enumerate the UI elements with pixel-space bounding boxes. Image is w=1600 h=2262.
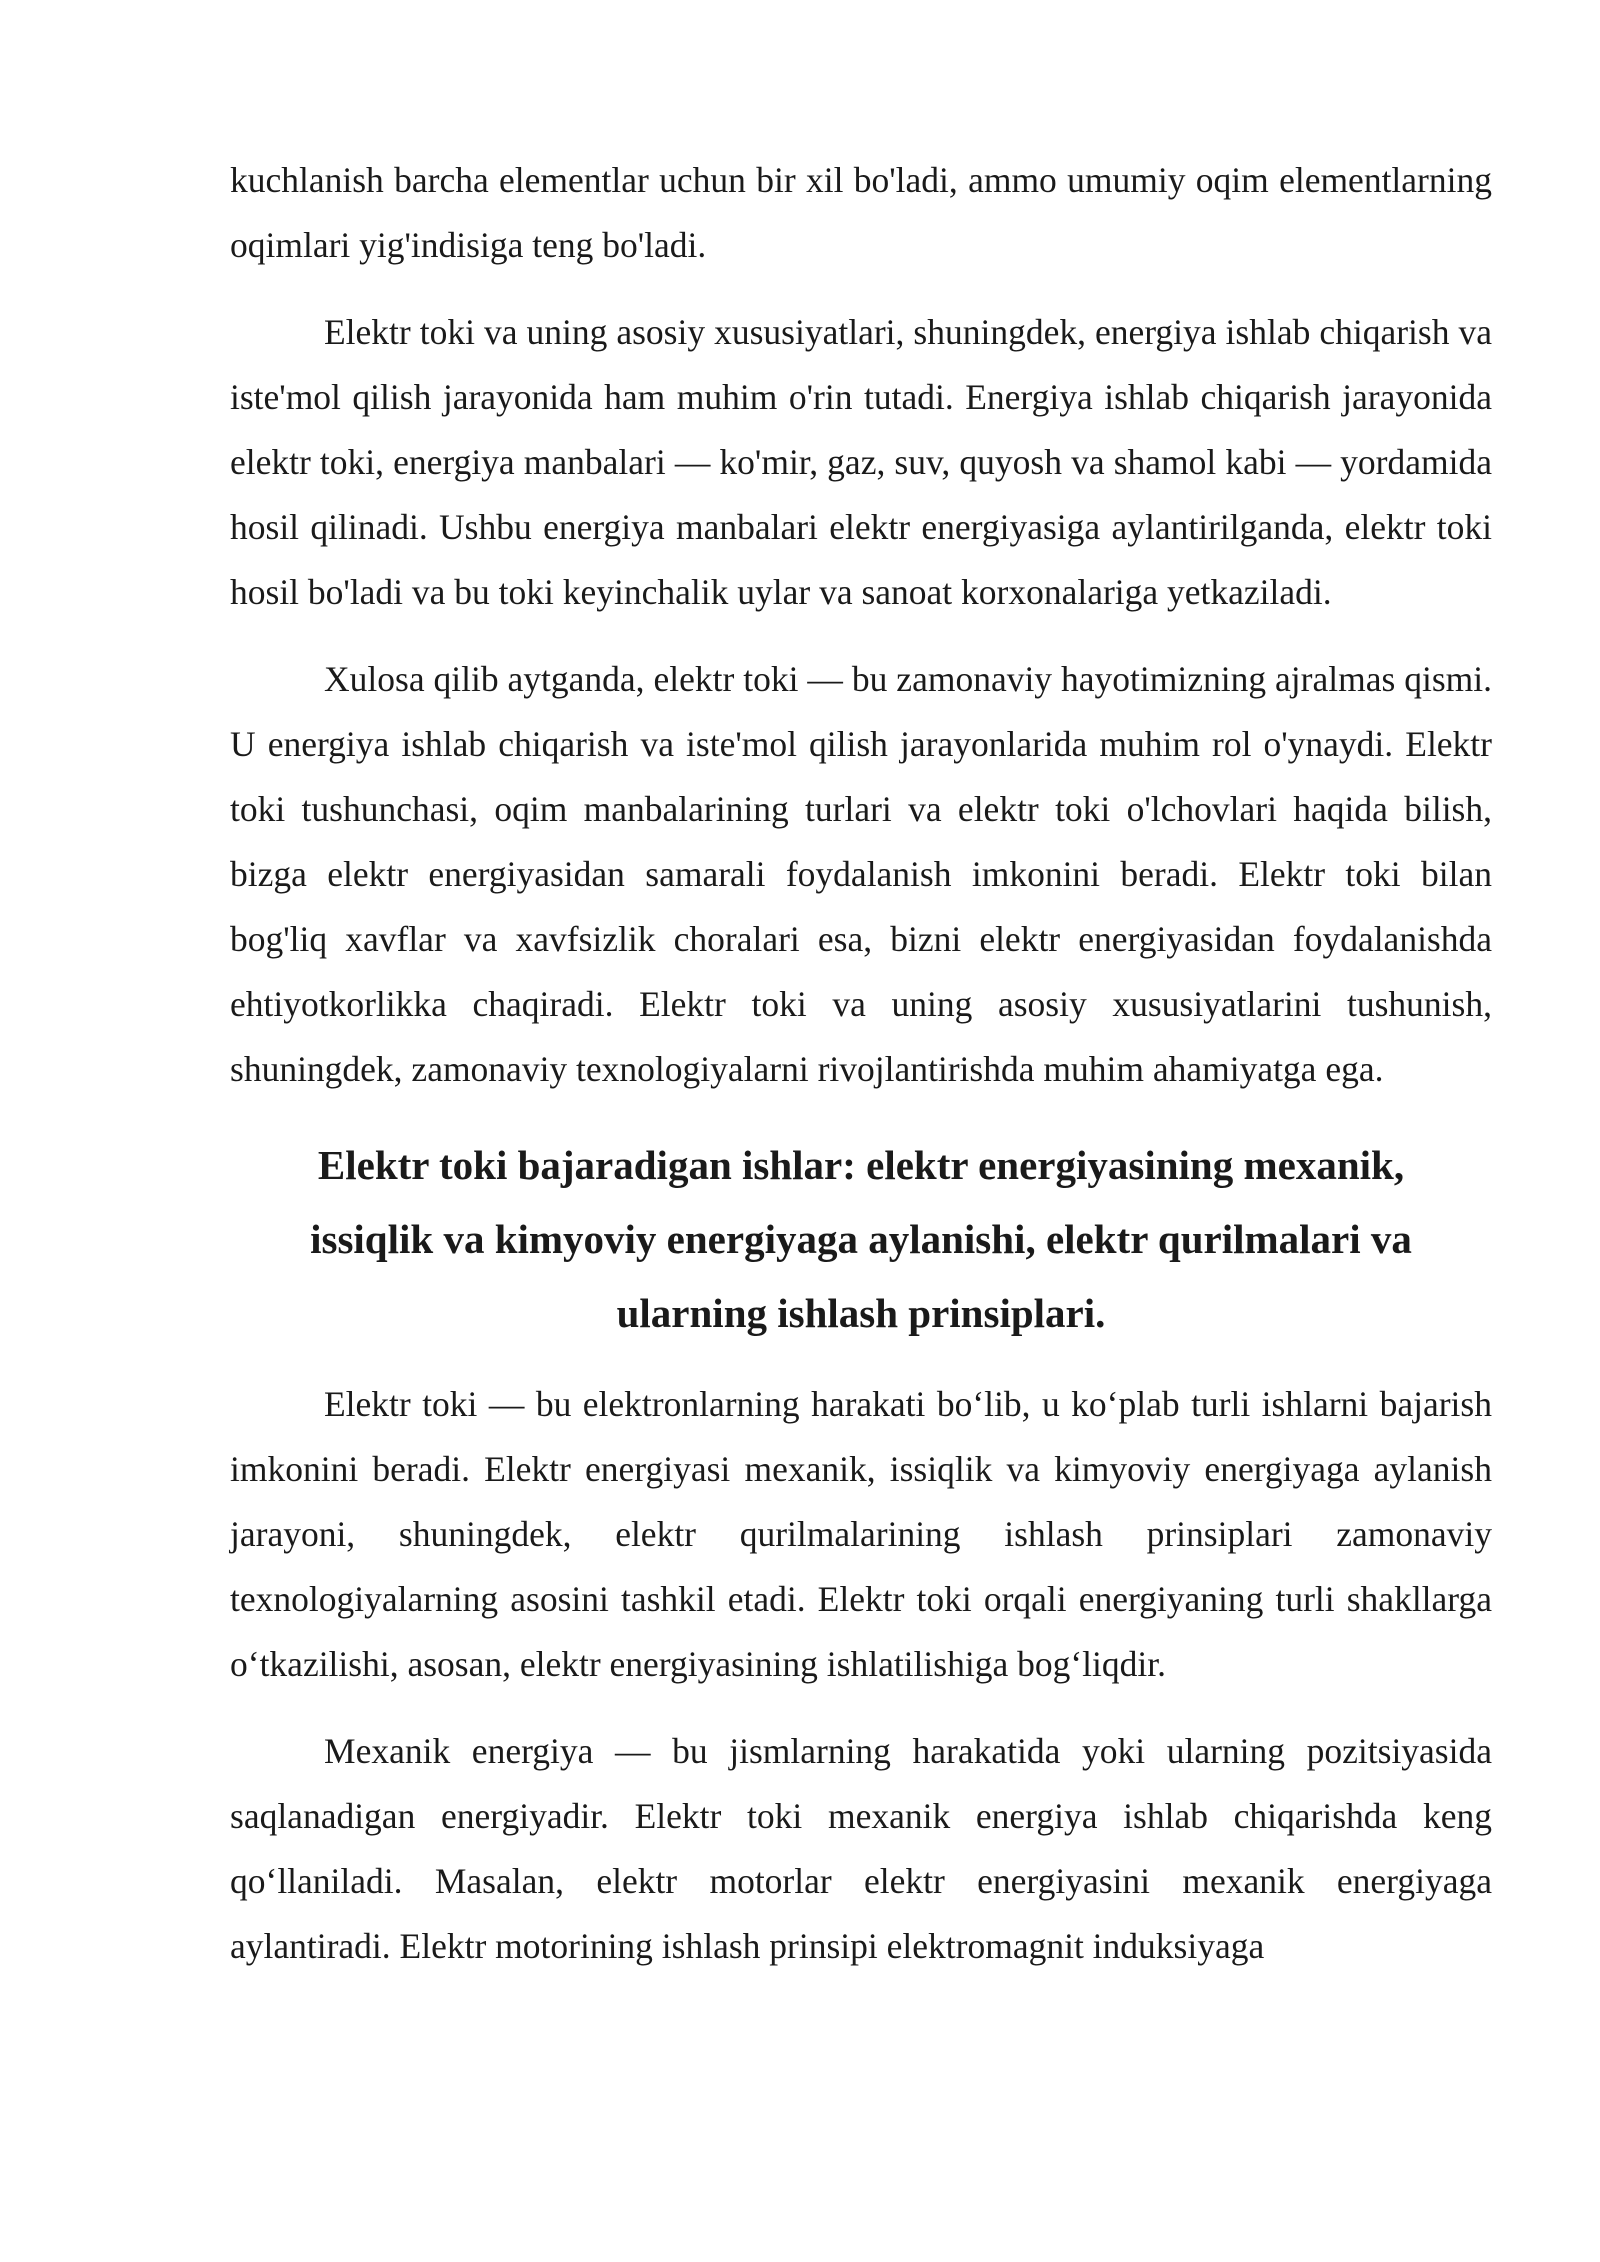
paragraph-energy-production: Elektr toki va uning asosiy xususiyatlari, shuningdek, energiya ishlab chiqarish va iste'mol qilish jarayonida ham muhim o'rin tutadi. Energiya ishlab chiqarish jarayonida elektr toki, energiya manbalari — ko'mir, gaz, suv, quyosh va shamol kabi — yordamida hosil qilinadi. Ushbu energiya manbalari elektr energiyasiga aylantirilganda, elektr toki hosil bo'ladi va bu toki keyinchalik uylar va sanoat korxonalariga yetkaziladi. [230, 312, 1492, 612]
document-page [230, 148, 1492, 2001]
paragraph-mechanical-energy: Mexanik energiya — bu jismlarning harakatida yoki ularning pozitsiyasida saqlanadigan energiyadir. Elektr toki mexanik energiya ishlab chiqarishda keng qo‘llaniladi. Masalan, elektr motorlar elektr energiyasini mexanik energiyaga aylantiradi. Elektr motorining ishlash prinsipi elektromagnit induksiyaga [230, 1731, 1492, 1966]
paragraph-continuation: kuchlanish barcha elementlar uchun bir xil bo'ladi, ammo umumiy oqim elementlarning oqimlari yig'indisiga teng bo'ladi. [230, 160, 1492, 265]
paragraph-conclusion: Xulosa qilib aytganda, elektr toki — bu zamonaviy hayotimizning ajralmas qismi. U energiya ishlab chiqarish va iste'mol qilish jarayonlarida muhim rol o'ynaydi. Elektr toki tushunchasi, oqim manbalarining turlari va elektr toki o'lchovlari haqida bilish, bizga elektr energiyasidan samarali foydalanish imkonini beradi. Elektr toki bilan bog'liq xavflar va xavfsizlik choralari esa, bizni elektr energiyasidan foydalanishda ehtiyotkorlikka chaqiradi. Elektr toki va uning asosiy xususiyatlarini tushunish, shuningdek, zamonaviy texnologiyalarni rivojlantirishda muhim ahamiyatga ega. [230, 659, 1492, 1089]
paragraph-electric-current-work: Elektr toki — bu elektronlarning harakati bo‘lib, u ko‘plab turli ishlarni bajarish imkonini beradi. Elektr energiyasi mexanik, issiqlik va kimyoviy energiyaga aylanish jarayoni, shuningdek, elektr qurilmalarining ishlash prinsiplari zamonaviy texnologiyalarning asosini tashkil etadi. Elektr toki orqali energiyaning turli shakllarga o‘tkazilishi, asosan, elektr energiyasining ishlatilishiga bog‘liqdir. [230, 1384, 1492, 1684]
section-heading: Elektr toki bajaradigan ishlar: elektr energiyasining mexanik, issiqlik va kimyoviy energiyaga aylanishi, elektr qurilmalari va ularning ishlash prinsiplari. [310, 1142, 1412, 1336]
